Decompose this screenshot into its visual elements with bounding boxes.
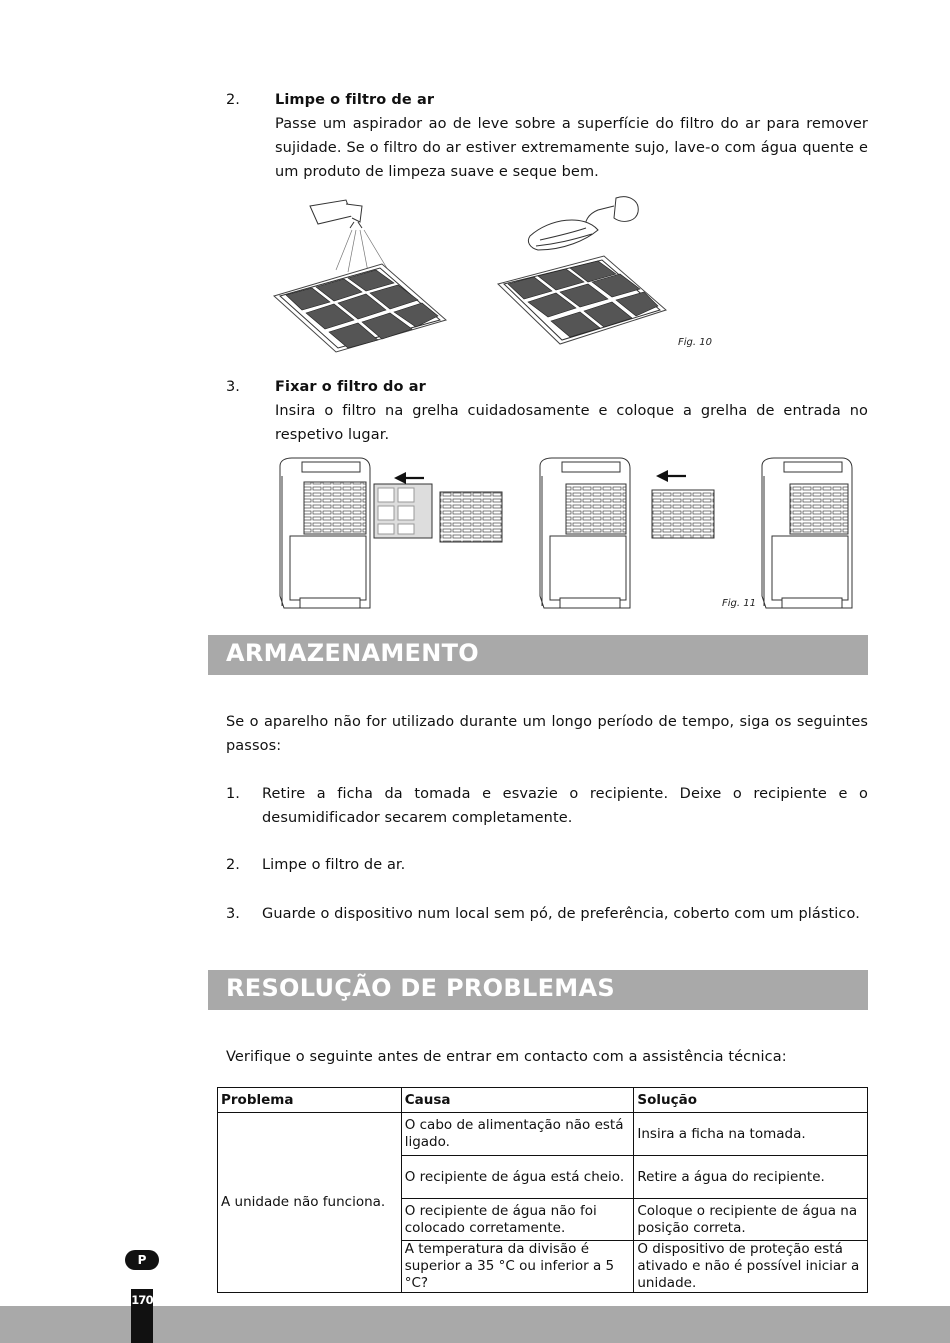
cause-cell: O recipiente de água não foi colocado corretamente. (401, 1199, 634, 1241)
cause-cell: A temperatura da divisão é superior a 35 °C ou inferior a 5 °C? (401, 1241, 634, 1293)
cause-cell: O cabo de alimentação não está ligado. (401, 1113, 634, 1156)
solution-cell: Insira a ficha na tomada. (634, 1113, 868, 1156)
step-3-title: Fixar o filtro do ar (275, 379, 426, 395)
language-badge: P (125, 1250, 159, 1270)
troubleshooting-heading: RESOLUÇÃO DE PROBLEMAS (226, 974, 615, 1002)
solution-cell: O dispositivo de proteção está ativado e não é possível iniciar a unidade. (634, 1241, 868, 1293)
problem-cell: A unidade não funciona. (218, 1113, 402, 1293)
storage-step-3-number: 3. (226, 906, 240, 922)
table-header-row (218, 1088, 868, 1113)
step-2-number: 2. (226, 92, 240, 108)
storage-heading: ARMAZENAMENTO (226, 639, 480, 667)
step-3-number: 3. (226, 379, 240, 395)
storage-step-1-text: Retire a ficha da tomada e esvazie o recipiente. Deixe o recipiente e o desumidificador secarem completamente. (262, 786, 868, 826)
solution-cell: Coloque o recipiente de água na posição correta. (634, 1199, 868, 1241)
step-3-body: Insira o filtro na grelha cuidadosamente e coloque a grelha de entrada no respetivo lugar. (275, 403, 868, 443)
fig-10-caption: Fig. 10 (678, 337, 712, 348)
fig-11-caption: Fig. 11 (722, 598, 756, 609)
table-row (218, 1113, 868, 1156)
troubleshooting-intro: Verifique o seguinte antes de entrar em contacto com a assistência técnica: (226, 1049, 787, 1065)
storage-intro: Se o aparelho não for utilizado durante um longo período de tempo, siga os seguintes passos: (226, 714, 868, 754)
storage-step-3-text: Guarde o dispositivo num local sem pó, de preferência, coberto com um plástico. (262, 906, 860, 922)
troubleshooting-section-header (208, 970, 868, 1010)
storage-step-2-number: 2. (226, 857, 240, 873)
storage-step-1-number: 1. (226, 786, 240, 802)
step-2-title: Limpe o filtro de ar (275, 92, 435, 108)
storage-section-header (208, 635, 868, 675)
column-header-cause: Causa (401, 1088, 634, 1113)
solution-cell: Retire a água do recipiente. (634, 1156, 868, 1199)
troubleshooting-table (217, 1087, 868, 1293)
column-header-problem: Problema (218, 1088, 402, 1113)
column-header-solution: Solução (634, 1088, 868, 1113)
cause-cell: O recipiente de água está cheio. (401, 1156, 634, 1199)
filter-cleaning-illustration (268, 192, 688, 354)
step-2-body: Passe um aspirador ao de leve sobre a superfície do filtro do ar para remover sujidade. Se o filtro do ar estiver extremamente sujo, lave-o com água quente e um produto de limpeza suave e seque bem. (275, 116, 868, 180)
storage-step-2-text: Limpe o filtro de ar. (262, 857, 406, 873)
filter-insertion-illustration (272, 456, 858, 618)
page-number: 170 (131, 1293, 153, 1307)
